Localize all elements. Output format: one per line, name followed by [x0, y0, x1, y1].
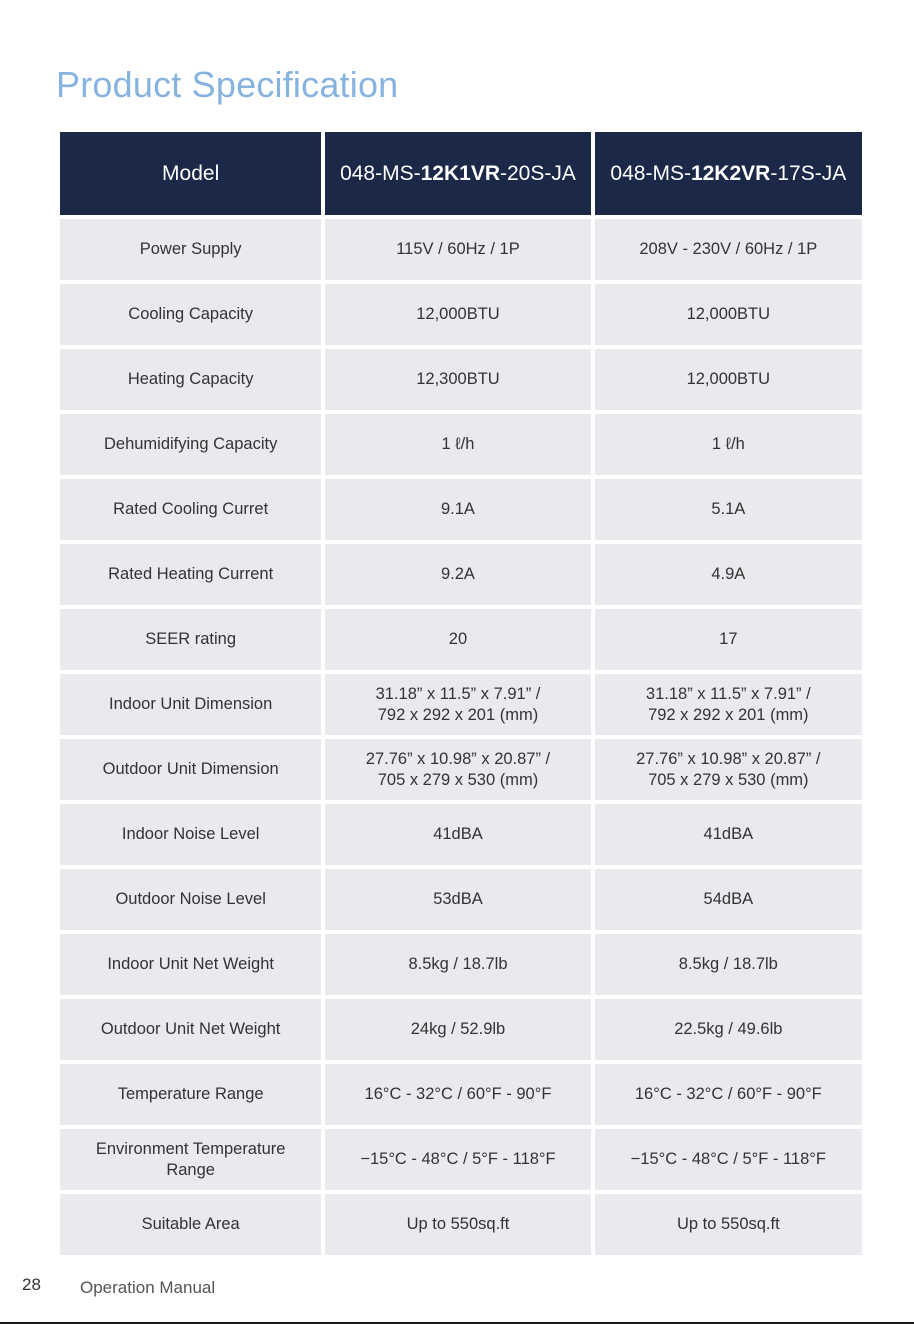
cell-line: 1 ℓ/h [441, 435, 475, 453]
spec-label [60, 349, 325, 414]
cell-line: 12,300BTU [416, 370, 500, 388]
table-row [60, 544, 862, 609]
table-row [60, 869, 862, 934]
cell-line: Indoor Unit Net Weight [107, 955, 274, 973]
cell-line: Range [166, 1160, 215, 1179]
cell-line: 9.2A [441, 565, 475, 583]
cell-line: 31.18” x 11.5” x 7.91” / [375, 684, 541, 703]
model-a-suffix: -20S-JA [500, 161, 576, 185]
table-row [60, 934, 862, 999]
spec-table-body [60, 219, 862, 1255]
model-b-code: 12K2VR [690, 161, 771, 185]
cell-line: Cooling Capacity [128, 305, 254, 323]
cell-line: Indoor Noise Level [121, 825, 260, 843]
spec-value-model-b [595, 479, 862, 544]
cell-line: 9.1A [441, 500, 475, 518]
cell-line: 54dBA [703, 890, 754, 908]
spec-value-model-a [325, 609, 594, 674]
spec-value-model-b [595, 674, 862, 739]
spec-label [60, 804, 325, 869]
cell-line: 208V - 230V / 60Hz / 1P [639, 240, 818, 258]
spec-value-model-b [595, 544, 862, 609]
table-row [60, 739, 862, 804]
table-row [60, 219, 862, 284]
header-model-a [325, 132, 594, 219]
cell-line: 705 x 279 x 530 (mm) [648, 770, 809, 789]
table-row [60, 479, 862, 544]
spec-value-model-b [595, 349, 862, 414]
spec-label [60, 1129, 325, 1194]
cell-line: Heating Capacity [127, 370, 254, 388]
spec-value-model-a [325, 349, 594, 414]
spec-value-model-a [325, 934, 594, 999]
cell-line: 16°C - 32°C / 60°F - 90°F [364, 1085, 552, 1103]
cell-line: 792 x 292 x 201 (mm) [377, 705, 539, 724]
cell-line: 27.76” x 10.98” x 20.87” / [365, 749, 551, 768]
spec-label [60, 414, 325, 479]
spec-table [60, 132, 862, 1255]
spec-label [60, 739, 325, 804]
cell-line: SEER rating [145, 630, 237, 648]
cell-line: Temperature Range [117, 1085, 264, 1103]
spec-value-model-a [325, 674, 594, 739]
table-row [60, 284, 862, 349]
model-a-prefix: 048-MS- [340, 161, 421, 185]
cell-line: 20 [448, 630, 468, 648]
cell-line: 31.18” x 11.5” x 7.91” / [645, 684, 811, 703]
cell-line: Up to 550sq.ft [406, 1215, 510, 1233]
cell-line: 12,000BTU [686, 370, 771, 388]
spec-value-model-b [595, 999, 862, 1064]
spec-label [60, 609, 325, 674]
spec-value-model-a [325, 544, 594, 609]
cell-line: Power Supply [139, 240, 242, 258]
cell-line: Rated Heating Current [108, 565, 274, 583]
cell-line: 705 x 279 x 530 (mm) [377, 770, 539, 789]
table-row [60, 1064, 862, 1129]
spec-label [60, 999, 325, 1064]
table-row [60, 999, 862, 1064]
spec-value-model-a [325, 999, 594, 1064]
spec-label [60, 869, 325, 934]
spec-value-model-b [595, 1194, 862, 1255]
cell-line: Up to 550sq.ft [676, 1215, 780, 1233]
cell-line: 8.5kg / 18.7lb [678, 955, 778, 973]
cell-line: 24kg / 52.9lb [410, 1020, 506, 1038]
cell-line: 8.5kg / 18.7lb [408, 955, 508, 973]
cell-line: 12,000BTU [686, 305, 771, 323]
spec-label [60, 284, 325, 349]
spec-value-model-a [325, 1129, 594, 1194]
spec-label [60, 479, 325, 544]
spec-label [60, 674, 325, 739]
spec-value-model-a [325, 479, 594, 544]
table-row [60, 674, 862, 739]
spec-value-model-a [325, 739, 594, 804]
header-model-label: Model [60, 132, 325, 219]
cell-line: 12,000BTU [416, 305, 500, 323]
spec-value-model-b [595, 609, 862, 674]
spec-label [60, 1194, 325, 1255]
model-a-code: 12K1VR [420, 161, 500, 185]
cell-line: Indoor Unit Dimension [109, 695, 273, 713]
cell-line: Rated Cooling Curret [113, 500, 269, 518]
footer-label: Operation Manual [80, 1278, 216, 1297]
header-row [60, 132, 862, 219]
page-title: Product Specification [56, 64, 399, 105]
table-row [60, 1194, 862, 1255]
cell-line: 41dBA [703, 825, 754, 843]
spec-value-model-a [325, 1064, 594, 1129]
cell-line: Environment Temperature [95, 1139, 286, 1158]
table-row [60, 1129, 862, 1194]
table-row [60, 414, 862, 479]
spec-value-model-b [595, 414, 862, 479]
spec-value-model-a [325, 804, 594, 869]
cell-line: 41dBA [433, 825, 483, 843]
cell-line: 17 [719, 630, 738, 648]
spec-value-model-b [595, 934, 862, 999]
model-b-suffix: -17S-JA [770, 161, 847, 185]
spec-label [60, 1064, 325, 1129]
cell-line: 53dBA [433, 890, 483, 908]
spec-value-model-b [595, 804, 862, 869]
cell-line: Suitable Area [141, 1215, 240, 1233]
cell-line: 27.76” x 10.98” x 20.87” / [636, 749, 821, 768]
cell-line: Outdoor Noise Level [115, 890, 266, 908]
spec-value-model-b [595, 1129, 862, 1194]
cell-line: −15°C - 48°C / 5°F - 118°F [360, 1150, 556, 1168]
spec-value-model-a [325, 414, 594, 479]
spec-value-model-a [325, 284, 594, 349]
cell-line: −15°C - 48°C / 5°F - 118°F [630, 1150, 826, 1168]
table-row [60, 349, 862, 414]
spec-value-model-a [325, 219, 594, 284]
spec-value-model-a [325, 1194, 594, 1255]
cell-line: 792 x 292 x 201 (mm) [648, 705, 809, 724]
table-row [60, 609, 862, 674]
spec-value-model-b [595, 869, 862, 934]
spec-label [60, 219, 325, 284]
page-number: 28 [22, 1275, 41, 1294]
spec-value-model-b [595, 219, 862, 284]
cell-line: 22.5kg / 49.6lb [674, 1020, 783, 1038]
cell-line: Outdoor Unit Dimension [102, 760, 279, 778]
spec-value-model-b [595, 284, 862, 349]
header-model-b [595, 132, 862, 219]
spec-label [60, 544, 325, 609]
cell-line: Outdoor Unit Net Weight [100, 1020, 281, 1038]
cell-line: 4.9A [711, 565, 746, 583]
cell-line: Dehumidifying Capacity [103, 435, 278, 453]
spec-value-model-b [595, 739, 862, 804]
cell-line: 16°C - 32°C / 60°F - 90°F [634, 1085, 822, 1103]
spec-label [60, 934, 325, 999]
table-row [60, 804, 862, 869]
spec-value-model-b [595, 1064, 862, 1129]
spec-value-model-a [325, 869, 594, 934]
cell-line: 115V / 60Hz / 1P [396, 240, 520, 258]
cell-line: 5.1A [711, 500, 746, 518]
cell-line: 1 ℓ/h [711, 435, 745, 453]
spec-table-header [60, 132, 862, 219]
model-b-prefix: 048-MS- [610, 161, 691, 185]
